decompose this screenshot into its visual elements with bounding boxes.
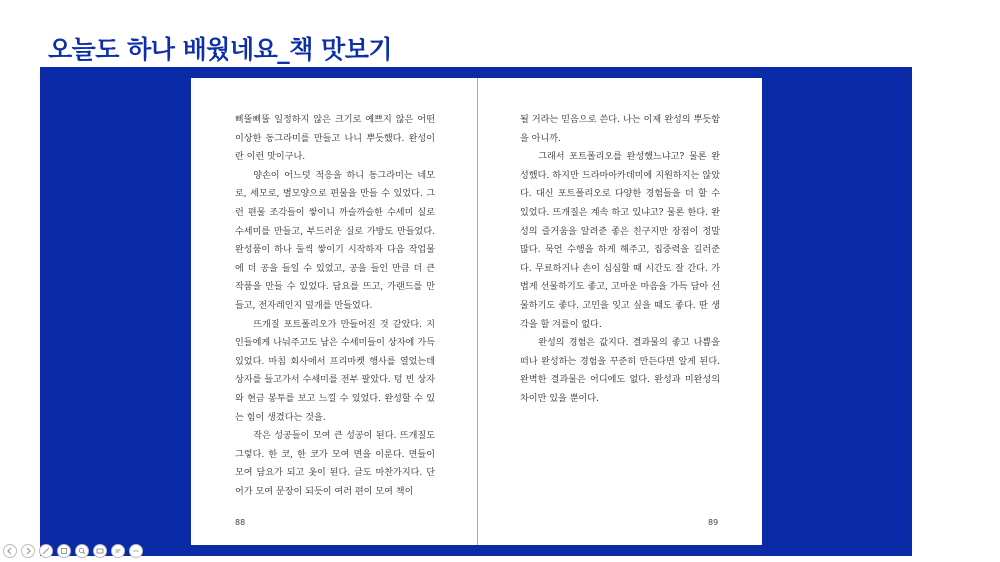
next-icon[interactable] bbox=[21, 544, 35, 558]
page-number-right: 89 bbox=[708, 518, 719, 527]
prev-icon[interactable] bbox=[3, 544, 17, 558]
save-icon[interactable] bbox=[57, 544, 71, 558]
paragraph: 그래서 포트폴리오를 완성했느냐고? 물론 완성했다. 하지만 드라마아카데미에 지원하지는 않았다. 대신 포트폴리오로 다양한 경험들을 더 할 수 있었다. 뜨개질은 계속 하고 있냐고? 물론 한다. 완성의 즐거움을 알려준 좋은 친구지만 장점이 정말 많다. 묵언 수행을 하게 해주고, 집중력을 길러준다. 무료하거나 손이 심심할 때 시간도 잘 간다. 가볍게 선물하기도 좋고, 고마운 마음을 가득 담아 선물하기도 좋다. 고민을 잊고 싶을 때도 좋다. 딴 생각을 할 겨를이 없다. bbox=[520, 152, 720, 330]
slides-icon[interactable] bbox=[93, 544, 107, 558]
left-page-text bbox=[235, 111, 435, 501]
more-icon[interactable] bbox=[129, 544, 143, 558]
paragraph: 뜨개질 포트폴리오가 만들어진 것 같았다. 지인들에게 나눠주고도 남은 수세미들이 상자에 가득 있었다. 마침 회사에서 프리마켓 행사를 열었는데 상자를 들고가서 수세미를 전부 팔았다. 텅 빈 상자와 현금 봉투를 보고 느낄 수 있었다. 완성할 수 있는 힘이 생겼다는 것을. bbox=[235, 319, 435, 423]
slide-title: 오늘도 하나 배웠네요_책 맛보기 bbox=[48, 35, 393, 64]
page-number-left: 88 bbox=[235, 518, 246, 527]
paragraph: 될 거라는 믿음으로 쓴다. 나는 이제 완성의 뿌듯함을 아니까. bbox=[520, 115, 720, 144]
subtitle-icon[interactable] bbox=[111, 544, 125, 558]
book-spine bbox=[477, 78, 478, 545]
book-spread bbox=[191, 78, 762, 545]
zoom-icon[interactable] bbox=[75, 544, 89, 558]
presentation-controls bbox=[3, 544, 143, 558]
right-page-text bbox=[520, 111, 720, 409]
paragraph: 삐뚤삐뚤 일정하지 않은 크기로 예쁘지 않은 어떤 이상한 동그라미를 만들고 나니 뿌듯했다. 완성이란 이런 맛이구나. bbox=[235, 115, 435, 163]
paragraph: 양손이 어느덧 적응을 하니 동그라미는 네모로, 세모로, 별모양으로 편물을 만들 수 있었다. 그런 편물 조각들이 쌓이니 까슬까슬한 수세미 실로 수세미를 만들고, 부드러운 실로 가방도 만들었다. 완성품이 하나 둘씩 쌓이기 시작하자 다음 작업물에 더 공을 들일 수 있었고, 공을 들인 만큼 더 큰 작품을 만들 수 있었다. 담요를 뜨고, 가랜드를 만들고, 전자레인지 덮개를 만들었다. bbox=[235, 170, 435, 311]
pen-icon[interactable] bbox=[39, 544, 53, 558]
paragraph: 완성의 경험은 값지다. 결과물의 좋고 나쁨을 떠나 완성하는 경험을 꾸준히 만든다면 알게 된다. 완벽한 결과물은 어디에도 없다. 완성과 미완성의 차이만 있을 뿐이다. bbox=[520, 338, 720, 404]
paragraph: 작은 성공들이 모여 큰 성공이 된다. 뜨개질도 그렇다. 한 코, 한 코가 모여 면을 이룬다. 면들이 모여 담요가 되고 옷이 된다. 글도 마찬가지다. 단어가 모여 문장이 되듯이 여러 편이 모여 책이 bbox=[235, 431, 435, 497]
